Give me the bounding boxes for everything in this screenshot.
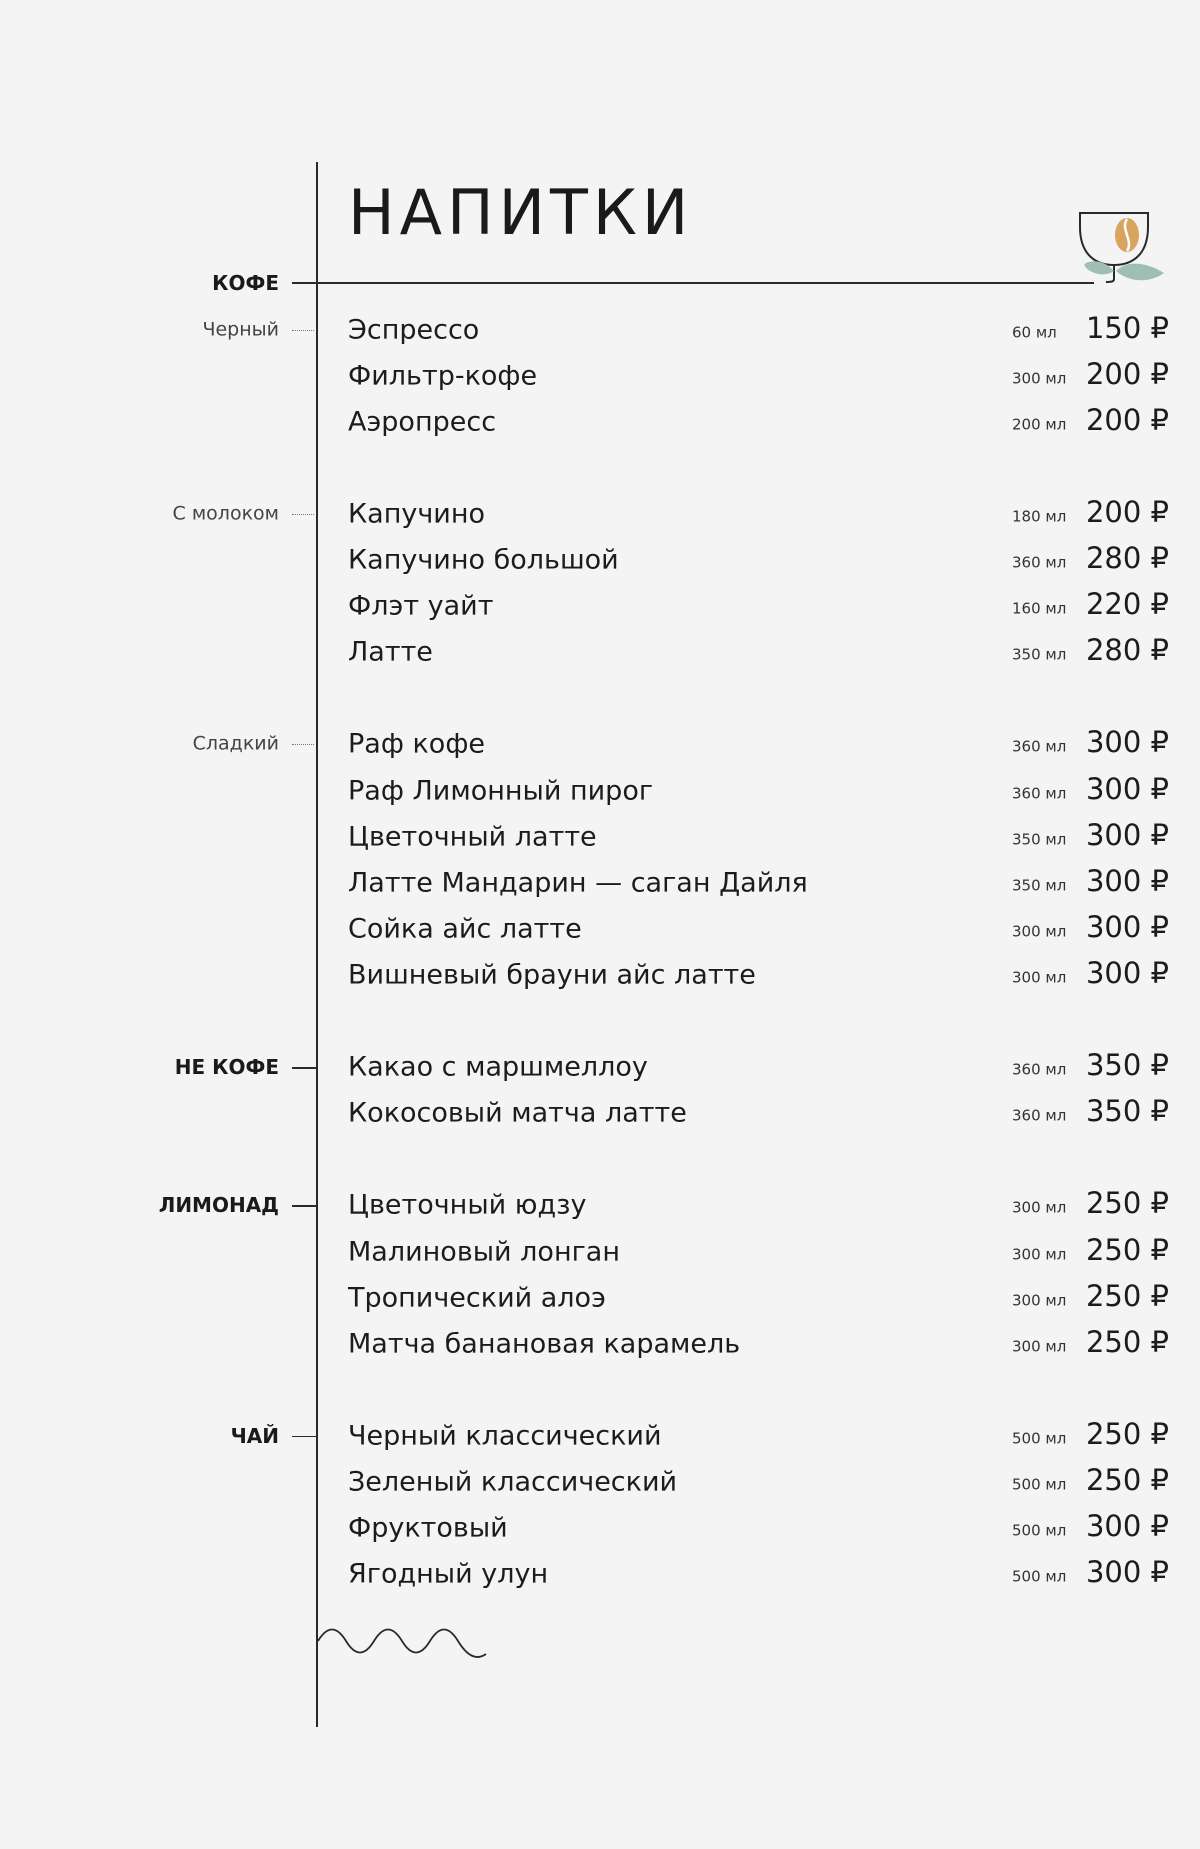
menu-item-name: Ягодный улун — [348, 1558, 549, 1590]
menu-item-volume: 360 мл — [1012, 737, 1067, 756]
menu-item-name: Цветочный юдзу — [348, 1189, 587, 1221]
menu-item-volume: 500 мл — [1012, 1567, 1067, 1586]
menu-item-name: Капучино большой — [348, 544, 619, 576]
menu-item-name: Эспрессо — [348, 314, 480, 345]
menu-item-price: 200 ₽ — [1085, 402, 1169, 437]
menu-item-volume: 300 мл — [1012, 968, 1067, 987]
subcategory-label: Сладкий — [192, 732, 279, 755]
menu-item-name: Капучино — [348, 498, 486, 530]
menu-item-name: Раф кофе — [348, 728, 486, 760]
category-label: НЕ КОФЕ — [174, 1055, 279, 1080]
page-title: НАПИТКИ — [348, 175, 694, 249]
menu-item-volume: 500 мл — [1012, 1475, 1067, 1494]
menu-item-volume: 360 мл — [1012, 553, 1067, 572]
menu-item-price: 300 ₽ — [1085, 909, 1169, 944]
menu-item-volume: 60 мл — [1012, 323, 1057, 341]
menu-item-name: Зеленый классический — [348, 1466, 678, 1498]
menu-item-volume: 360 мл — [1012, 1060, 1067, 1079]
menu-item-name: Цветочный латте — [348, 821, 597, 853]
coffee-cup-flower-icon — [1076, 205, 1168, 283]
menu-item-volume: 500 мл — [1012, 1429, 1067, 1448]
menu-item-volume: 360 мл — [1012, 1106, 1067, 1125]
menu-item-price: 150 ₽ — [1085, 310, 1169, 345]
menu-item-price: 250 ₽ — [1085, 1324, 1169, 1359]
menu-item-name: Малиновый лонган — [348, 1236, 620, 1267]
category-label: КОФЕ — [212, 271, 279, 295]
menu-item-volume: 200 мл — [1012, 415, 1067, 434]
menu-item-price: 300 ₽ — [1085, 1509, 1169, 1544]
menu-item-price: 280 ₽ — [1085, 633, 1169, 668]
menu-item-price: 280 ₽ — [1085, 541, 1169, 576]
subcategory-label: Черный — [202, 318, 279, 340]
menu-item-volume: 300 мл — [1012, 1245, 1067, 1263]
menu-item-name: Вишневый брауни айс латте — [348, 959, 756, 991]
menu-item-price: 300 ₽ — [1085, 955, 1169, 990]
menu-item-price: 350 ₽ — [1085, 1048, 1169, 1083]
menu-item-name: Аэропресс — [348, 406, 497, 438]
menu-item-price: 250 ₽ — [1085, 1232, 1169, 1267]
subcategory-dotted-leader — [292, 330, 314, 331]
wave-decoration — [318, 1624, 488, 1658]
menu-item-name: Какао с маршмеллоу — [348, 1051, 648, 1083]
menu-item-price: 300 ₽ — [1085, 817, 1169, 852]
menu-item-volume: 300 мл — [1012, 1337, 1067, 1356]
menu-item-name: Фруктовый — [348, 1512, 508, 1544]
category-label: ЛИМОНАД — [158, 1193, 279, 1218]
menu-item-volume: 300 мл — [1012, 922, 1067, 941]
menu-item-volume: 360 мл — [1012, 784, 1067, 802]
menu-item-name: Черный классический — [348, 1420, 662, 1452]
menu-item-price: 200 ₽ — [1085, 494, 1169, 529]
menu-item-price: 300 ₽ — [1085, 725, 1169, 760]
menu-item-volume: 180 мл — [1012, 507, 1067, 526]
menu-item-price: 300 ₽ — [1085, 1555, 1169, 1590]
menu-item-name: Раф Лимонный пирог — [348, 775, 654, 806]
category-dash — [292, 1205, 316, 1207]
menu-item-name: Тропический алоэ — [348, 1282, 606, 1314]
menu-item-name: Матча банановая карамель — [348, 1328, 741, 1360]
menu-item-price: 250 ₽ — [1085, 1278, 1169, 1313]
menu-item-volume: 160 мл — [1012, 599, 1067, 618]
category-dash — [292, 1436, 316, 1438]
subcategory-dotted-leader — [292, 514, 314, 515]
menu-item-volume: 500 мл — [1012, 1521, 1067, 1540]
menu-item-price: 200 ₽ — [1085, 356, 1169, 391]
menu-item-name: Флэт уайт — [348, 590, 494, 622]
menu-item-name: Кокосовый матча латте — [348, 1097, 687, 1129]
menu-item-price: 220 ₽ — [1085, 587, 1169, 622]
vertical-divider-line — [316, 162, 318, 1727]
subcategory-dotted-leader — [292, 744, 314, 745]
horizontal-divider-line — [292, 282, 1094, 284]
category-label: ЧАЙ — [230, 1423, 279, 1448]
menu-item-price: 250 ₽ — [1085, 1186, 1169, 1221]
subcategory-label: С молоком — [172, 502, 279, 525]
menu-item-name: Латте Мандарин — саган Дайля — [348, 867, 808, 899]
category-dash — [292, 1067, 316, 1069]
menu-item-price: 300 ₽ — [1085, 863, 1169, 898]
menu-item-name: Фильтр-кофе — [348, 360, 538, 392]
menu-item-price: 250 ₽ — [1085, 1463, 1169, 1498]
menu-item-volume: 300 мл — [1012, 1291, 1067, 1310]
menu-item-volume: 350 мл — [1012, 645, 1067, 664]
menu-item-volume: 350 мл — [1012, 876, 1067, 895]
menu-item-price: 300 ₽ — [1085, 771, 1169, 806]
menu-item-price: 350 ₽ — [1085, 1094, 1169, 1129]
menu-item-name: Латте — [348, 636, 433, 668]
menu-item-price: 250 ₽ — [1085, 1416, 1169, 1451]
menu-item-volume: 350 мл — [1012, 830, 1067, 849]
menu-item-volume: 300 мл — [1012, 369, 1067, 388]
menu-item-volume: 300 мл — [1012, 1198, 1067, 1217]
menu-item-name: Сойка айс латте — [348, 913, 582, 945]
